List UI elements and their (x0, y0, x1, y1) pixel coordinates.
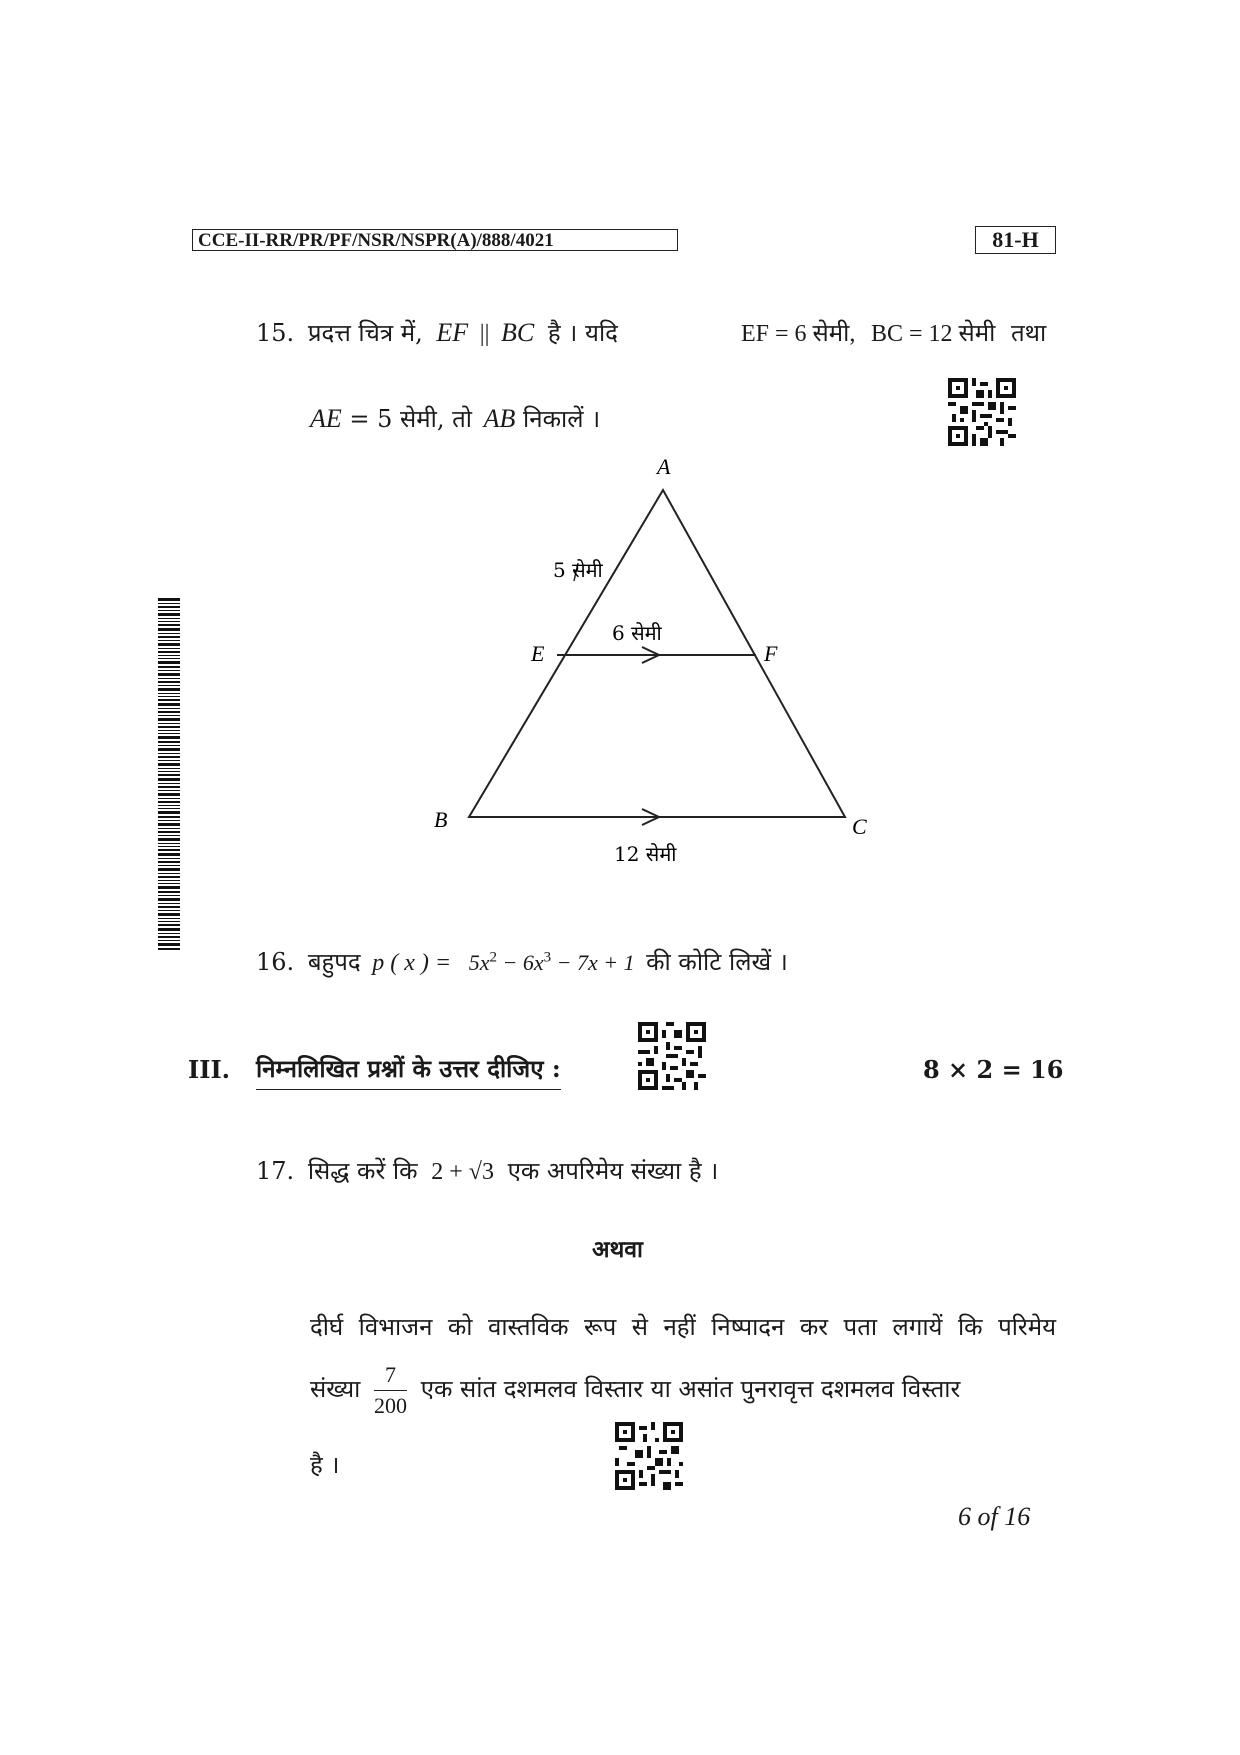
q15-parallel: || (479, 321, 490, 347)
q17-expression: 2 + √3 (431, 1159, 494, 1185)
section-marks: 8 × 2 = 16 (923, 1055, 1064, 1084)
q16-exp2: 3 (543, 949, 552, 966)
q16-line (256, 945, 788, 978)
q17-alt-line2 (310, 1362, 960, 1419)
q17-alt-line1: दीर्घ विभाजन को वास्तविक रूप से नहीं निष्पादन कर पता लगायें कि परिमेय (310, 1313, 1056, 1341)
q15-seg-ae: AE (310, 404, 342, 433)
q15-line2 (310, 402, 600, 435)
q15-line1-right (741, 316, 1046, 349)
fraction (374, 1362, 407, 1419)
q15-text-d: = 5 सेमी, तो (349, 405, 472, 433)
q16-text-b: की कोटि लिखें । (646, 948, 788, 976)
q16-exp1: 2 (489, 949, 498, 966)
q15-text-b: है । यदि (547, 319, 618, 347)
q17-alt-text-a: संख्या (310, 1375, 361, 1403)
q15-seg-ef: EF (436, 318, 469, 347)
q15-eq2: BC = 12 सेमी (870, 321, 996, 347)
q17-alt-line3: है । (310, 1451, 340, 1479)
q16-number: 16. (256, 948, 295, 976)
label-f: F (764, 641, 778, 666)
q16-poly-lhs: p ( x ) = (372, 950, 452, 976)
q17-text-a: सिद्ध करें कि (307, 1157, 418, 1185)
label-a: A (657, 455, 671, 479)
q15-eq1: EF = 6 सेमी, (741, 321, 856, 347)
q15-text-c: तथा (1010, 319, 1047, 347)
label-c: C (852, 814, 867, 839)
q15-text-e: निकालें । (523, 405, 601, 433)
fraction-denominator: 200 (374, 1393, 408, 1418)
barcode-icon (158, 598, 180, 950)
q17-alt-text-b: एक सांत दशमलव विस्तार या असांत पुनरावृत्त दशमलव विस्तार (420, 1375, 961, 1403)
q16-term2: − 6x (497, 950, 544, 975)
qr-code-icon (948, 378, 1016, 446)
section-heading: निम्नलिखित प्रश्नों के उत्तर दीजिए : (256, 1052, 561, 1090)
q15-line1 (256, 316, 618, 349)
q15-seg-ab: AB (483, 404, 516, 433)
paper-code: CCE-II-RR/PR/PF/NSR/NSPR(A)/888/4021 (192, 229, 678, 251)
q15-seg-bc: BC (501, 318, 535, 347)
qr-code-icon (638, 1022, 706, 1090)
q16-polynomial (469, 950, 640, 975)
label-e: E (531, 641, 545, 666)
q16-term1: 5x (468, 950, 490, 975)
qr-code-icon (615, 1422, 683, 1490)
q17-line (256, 1154, 718, 1187)
q17-number: 17. (256, 1157, 295, 1185)
fraction-numerator: 7 (374, 1362, 407, 1391)
or-separator: अथवा (592, 1236, 644, 1263)
q17-text-b: एक अपरिमेय संख्या है । (507, 1157, 719, 1185)
page-code: 81-H (975, 226, 1056, 254)
dim-ae: 5 सेमी (553, 558, 603, 582)
q16-text-a: बहुपद (307, 948, 361, 976)
label-b: B (434, 807, 448, 832)
dim-bc: 12 सेमी (614, 842, 677, 866)
q15-number: 15. (256, 319, 295, 347)
page-number: 6 of 16 (958, 1502, 1031, 1531)
dim-ef: 6 सेमी (612, 621, 662, 645)
q16-term3: − 7x + 1 (551, 950, 635, 975)
q15-text-a: प्रदत्त चित्र में, (307, 319, 423, 347)
triangle-figure (420, 455, 880, 875)
section-roman: III. (188, 1055, 231, 1084)
